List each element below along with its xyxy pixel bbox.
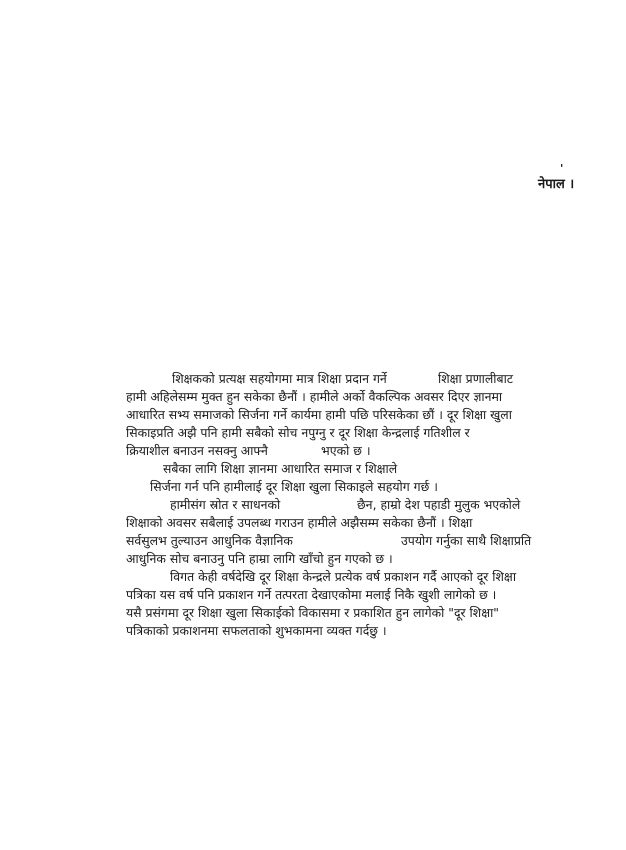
text-line: हामी अहिलेसम्म मुक्त हुन सकेका छैनौं । हामीले अर्को वैकल्पिक अवसर दिएर ज्ञानमा [126,389,503,404]
text-line: क्रियाशील बनाउन नसक्नु आफ्नै [126,443,268,458]
text-line: सिकाइप्रति अझै पनि हामी सबैको सोच नपुग्नु र दूर शिक्षा केन्द्रलाई गतिशील र [126,425,470,440]
header-word: नेपाल । [538,177,575,192]
text-line: यसै प्रसंगमा दूर शिक्षा खुला सिकाईको विकासमा र प्रकाशित हुन लागेको "दूर शिक्षा" [126,605,499,620]
text-line: उपयोग गर्नुका साथै शिक्षाप्रति [401,533,532,548]
text-line: आधारित सभ्य समाजको सिर्जना गर्ने कार्यमा हामी पछि परिसकेका छौं । दूर शिक्षा खुला [126,407,512,422]
text-line: शिक्षाको अवसर सबैलाई उपलब्ध गराउन हामीले अझैसम्म सकेका छैनौं । शिक्षा [126,515,473,530]
text-line: पत्रिकाको प्रकाशनमा सफलताको शुभकामना व्यक्त गर्दछु । [126,623,387,638]
text-line: भएको छ । [321,443,371,458]
text-line: सर्वसुलभ तुल्याउन आधुनिक वैज्ञानिक [126,533,293,548]
text-line: सिर्जना गर्न पनि हामीलाई दूर शिक्षा खुला सिकाइले सहयोग गर्छ । [150,479,438,494]
text-line: हामीसंग स्रोत र साधनको [170,497,281,512]
text-line: विगत केही वर्षदेखि दूर शिक्षा केन्द्रले प्रत्येक वर्ष प्रकाशन गर्दै आएको दूर शिक्षा [170,569,517,584]
text-line: सबैका लागि शिक्षा ज्ञानमा आधारित समाज र शिक्षाले [163,461,398,476]
text-line: शिक्षा प्रणालीबाट [438,371,514,386]
text-line: पत्रिका यस वर्ष पनि प्रकाशन गर्ने तत्परता देखाएकोमा मलाई निकै खुशी लागेको छ । [126,587,497,602]
header-mark: ' [560,162,564,175]
text-line: आधुनिक सोच बनाउनु पनि हाम्रा लागि खाँचो हुन गएको छ । [126,551,393,566]
text-line: छैन, हाम्रो देश पहाडी मुलुक भएकोले [357,497,521,512]
text-line: शिक्षकको प्रत्यक्ष सहयोगमा मात्र शिक्षा प्रदान गर्ने [172,371,387,386]
